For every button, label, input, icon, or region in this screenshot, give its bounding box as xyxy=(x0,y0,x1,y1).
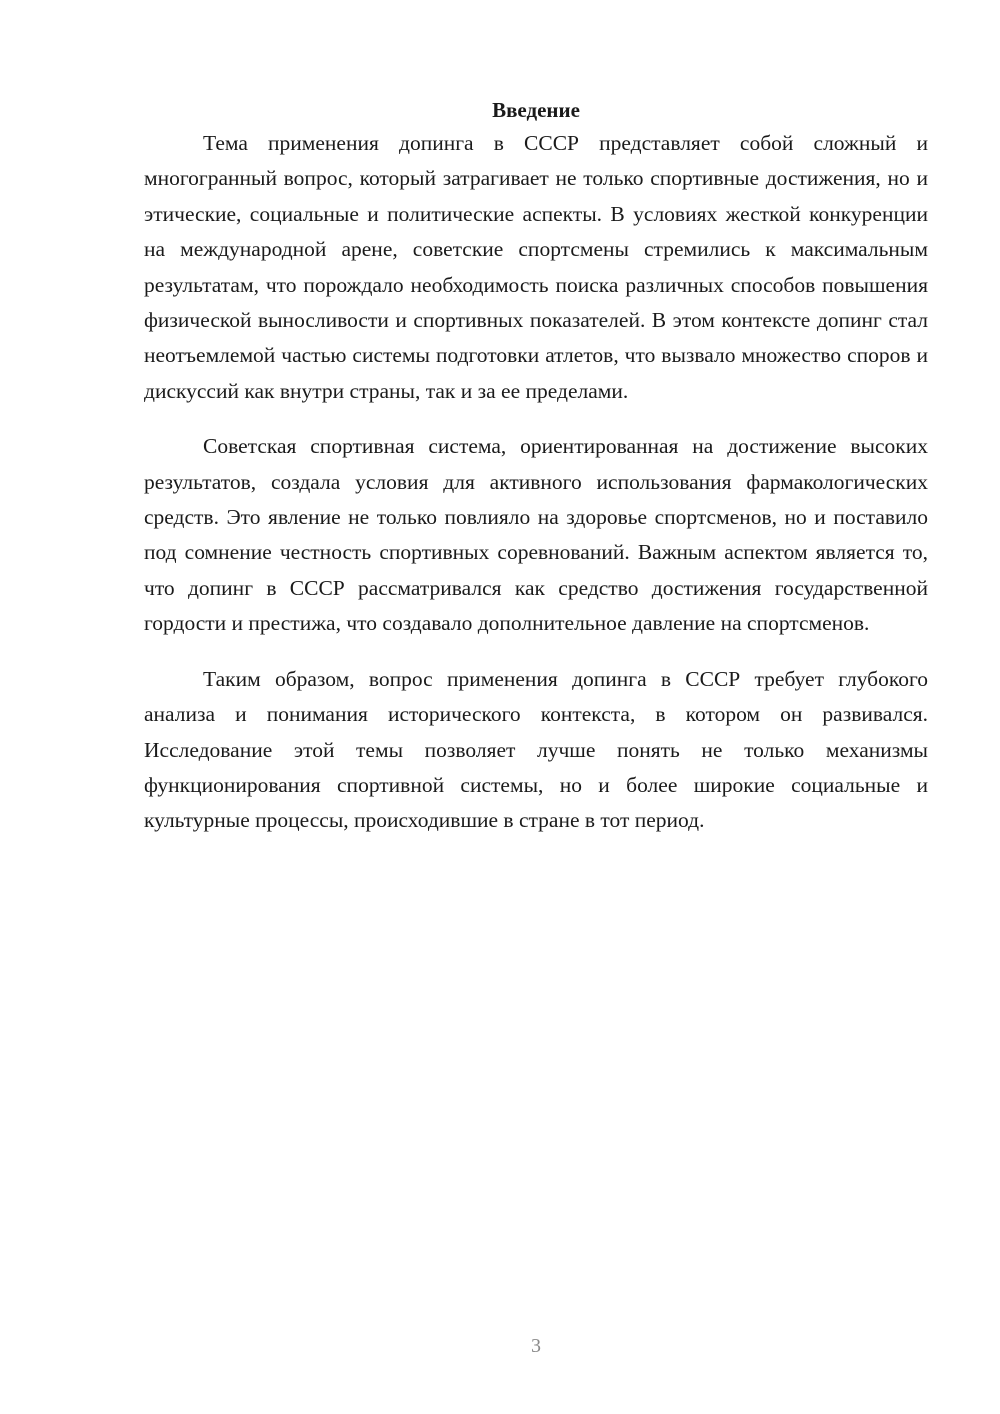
page-number: 3 xyxy=(531,1335,541,1357)
paragraph-1: Тема применения допинга в СССР представляет собой сложный и многогранный вопрос, который затрагивает не только спортивные достижения, но и этические, социальные и политические аспекты. В условиях жесткой конкуренции на международной арене, советские спортсмены стремились к максимальным результатам, что порождало необходимость поиска различных способов повышения физической выносливости и спортивных показателей. В этом контексте допинг стал неотъемлемой частью системы подготовки атлетов, что вызвало множество споров и дискуссий как внутри страны, так и за ее пределами. xyxy=(144,131,928,403)
page-content xyxy=(144,92,928,839)
paragraph-3: Таким образом, вопрос применения допинга в СССР требует глубокого анализа и понимания исторического контекста, в котором он развивался. Исследование этой темы позволяет лучше понять не только механизмы функционирования спортивной системы, но и более широкие социальные и культурные процессы, происходившие в стране в тот период. xyxy=(144,666,928,833)
paragraph-2: Советская спортивная система, ориентированная на достижение высоких результатов, создала условия для активного использования фармакологических средств. Это явление не только повлияло на здоровье спортсменов, но и поставило под сомнение честность спортивных соревнований. Важным аспектом является то, что допинг в СССР рассматривался как средство достижения государственной гордости и престижа, что создавало дополнительное давление на спортсменов. xyxy=(144,434,928,636)
section-heading: Введение xyxy=(492,98,580,122)
